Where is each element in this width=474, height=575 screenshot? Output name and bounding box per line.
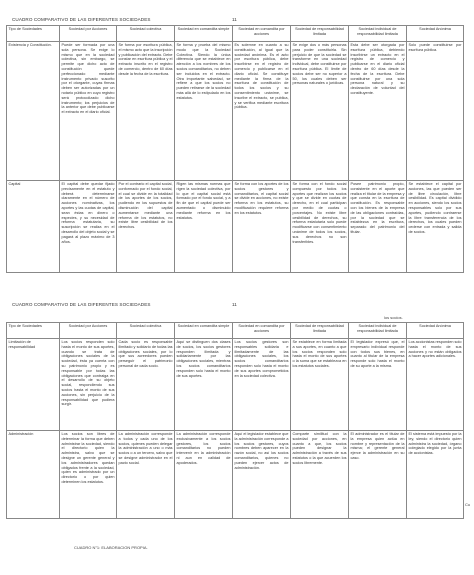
table-row [7,431,464,519]
header-cell: Tipo de Sociedades [7,26,60,42]
side-note: los socios. [384,315,403,320]
table-cell: Se exige dos o más personas para poder constituirla. Sin perjuicio de que la sociedad se transforme en una sociedad individual, debe constituirse por escritura pública. El límite de socios debe ser no superior a 50, los cuales deben ser personas naturales o jurídicas. [291,42,349,181]
header-cell: Sociedad en comandita simple [175,323,233,339]
header-cell: Sociedad Anónima [407,26,464,42]
header-cell: Sociedad individual de responsabilidad limitada [349,323,407,339]
table-cell: Rigen las mismas normas que rigen la sociedad colectiva, por lo que el capital social está formado por el fondo social, y a fin de que el capital puede ser aumentado o disminuido mediante reforma en los estatutos. [175,181,233,273]
edge-text-fragment: Cu [465,502,471,507]
table-row [7,181,464,273]
table-cell: Los accionistas responden solo hasta el monto de sus acciones y no están obligados a hacer aportes adicionales. [407,339,464,431]
table-cell: Comparte similitud con la sociedad por acciones, en cuanto a que, los socios pueden designar la administración a través de sus estatutos o la que acuerden los socios libremente. [291,431,349,519]
comparison-table-1-wrapper [6,25,464,273]
header-cell: Sociedad en comandita por acciones [233,26,291,42]
row-label: Limitación de responsabilidad [7,339,60,431]
header-cell: Sociedad colectiva [117,323,175,339]
table-cell: Los socios responden solo hasta el monto de sus aportes, cuando se trata de obligaciones sociales de la sociedad, ésta ya cuenta con su patrimonio propio y es responsable por todas las obligaciones que contraiga en el desarrollo de su objeto social, respondiendo sus socios hasta el monto de sus acciones, sin perjuicio de la responsabilidad que pudiera surgir. [60,339,117,431]
table-cell: Aquí el legislador establece que la administración corresponde a los socios gestores, cuyos nombres deben aparecer en la razón social, no así los socios comanditarios, quienes no pueden ejercer actos de administración. [233,431,291,519]
table-cell: Se forma por escritura pública, el mismo acto que la inscripción y publicación del extracto. Debe constar en escritura pública y el extracto inscrito en el registro de comercio, dentro de 60 días desde la fecha de la escritura. [117,42,175,181]
header-cell: Sociedad colectiva [117,26,175,42]
page-number-repeat: 11 [232,302,237,307]
row-label: Administración [7,431,60,519]
table-cell: Se establece en forma limitada a sus aportes, en cuanto a que los socios responden solo hasta el monto de sus aportes o la suma que se establezca en los estatutos sociales. [291,339,349,431]
table-cell: La administración corresponde a todos y cada uno de los socios, quienes pueden delegar la administración a uno o más socios o a un tercero, salvo que se designe administrador en el pacto social. [117,431,175,519]
row-label: Existencia y Constitución. [7,42,60,181]
table-cell: Es solemne en cuanto a su constitución, al igual que la sociedad anónima. Es el acto por escritura pública, debe inscribirse en el registro de comercio y publicarse en el diario oficial. Se constituye mediante la firma de la escritura de constitución de todos los socios y su consentimiento unánime, se inscribe el extracto, se publica, y se verifica mediante escritura pública. [233,42,291,181]
table-cell: Se forma con los aportes de los socios gestores y comanditarios, el capital social se divide en acciones, no existe reforma en los estatutos, su modificación requiere reforma en los estatutos. [233,181,291,273]
row-label: Capital [7,181,60,273]
table-caption: CUADRO N°1: ELABORACION PROPIA. [74,545,148,550]
table-cell: El administrador es el titular de la empresa quien actúa en nombre y representación de la misma; el gerente general ejerce la administración en su caso. [349,431,407,519]
document-title: CUADRO COMPARATIVO DE LAS DIFERENTES SOCIEDADES [12,17,151,22]
table-row [7,42,464,181]
table-cell: Se forma y prueba del mismo modo que la Sociedad Colectiva. Siendo la única diferencia que se establece en atención a los nombres de los socios comanditarios, no deben ser incluidos en el extracto. Otra importante salvedad, se refiere a que los socios no pueden retirarse de la sociedad más allá de lo estipulado en los estatutos. [175,42,233,181]
header-cell: Tipo de Sociedades [7,323,60,339]
table-row [7,339,464,431]
table-header-row [7,323,464,339]
table-cell: Solo puede constituirse por escritura pública. [407,42,464,181]
table-cell: Se forma con el fondo social compuesto por todos los aportes que realizan los socios y que se divide en cuotas de derecho, en el cual participan por medio de cuotas o porcentajes. No existe libre cesibilidad de derechos, su reforma estatutaria solo puede modificarse con consentimiento unánime de todos los socios, sus derechos no son transferibles. [291,181,349,273]
table-cell: Cada socio es responsable ilimitado y solidario de todas las obligaciones sociales, por lo que sus acreedores pueden perseguir el patrimonio personal de cada socio. [117,339,175,431]
comparison-table-2 [6,322,464,519]
header-cell: Sociedad por Acciones [60,323,117,339]
comparison-table-1 [6,25,464,273]
header-cell: Sociedad Anónima [407,323,464,339]
header-cell: Sociedad individual de responsabilidad limitada [349,26,407,42]
table-header-row [7,26,464,42]
table-cell: La administración corresponde exclusivamente a los socios gestores, los socios comanditarios no pueden intervenir en la administración ni aun en calidad de apoderados. [175,431,233,519]
table-cell: El legislador expresó que, el empresario individual responde con todos sus bienes, en cuanto al titular de la empresa responde solo hasta el monto de su aporte a la misma. [349,339,407,431]
table-cell: Los socios son libres de determinar la forma que deben administrar la sociedad, siendo el directorio quien la administra, salvo que se designe un gerente general y los administradores quedan obligados frente a la sociedad, quien es administrado por un directorio o por quien determinen los estatutos. [60,431,117,519]
header-cell: Sociedad por Acciones [60,26,117,42]
table-cell: El sistema está impuesto por la ley, siendo el directorio quien administra la sociedad, órgano colegiado elegido por la junta de accionistas. [407,431,464,519]
table-cell: Aquí se distinguen dos clases de socios, los socios gestores responden ilimitada y solidariamente por las obligaciones sociales, mientras los socios comanditarios responden solo hasta el monto de sus aportes. [175,339,233,431]
header-cell: Sociedad de responsabilidad limitada [291,323,349,339]
document-title-repeat: CUADRO COMPARATIVO DE LAS DIFERENTES SOCIEDADES [12,302,151,307]
table-cell: Los socios gestores son responsables solidaria e ilimitadamente de las obligaciones sociales, los socios comanditarios responden solo hasta el monto de sus aportes comprometidos en la sociedad colectiva. [233,339,291,431]
table-cell: Posee patrimonio propio, consistente en el aporte que realiza el titular de la empresa y que consta en la escritura de constitución. Es responsable con los bienes de la empresa de las obligaciones contraídas, por la sociedad que se establezca en la escritura, separado del patrimonio del titular. [349,181,407,273]
table-cell: Puede ser formada por una sola persona. Se exige lo mismo que en la sociedad colectiva, sin embargo, se permite que dicho acto de constitución quede perfeccionado mediante instrumento privado suscrito por el otorgante, cuyas firmas deben ser autorizadas por un notario público en cuyo registro será protocolizado dicho instrumento; los perjuicios de la anterior que debe publicarse el extracto en el diario oficial. [60,42,117,181]
table-cell: Esta debe ser otorgada por escritura pública, debiendo inscribirse un extracto en el registro de comercio y publicarse en el diario oficial dentro de 60 días desde la fecha de la escritura. Debe constituirse por una sola persona natural y su declaración de voluntad del constituyente. [349,42,407,181]
table-cell: Por el contrario el capital social, conformado por el fondo social, el cual se divide en la totalidad de los aportes de los socios, pudiendo en los supuestos de disminución del capital aumentarse mediante una reforma de los estatutos, no existe libre cesibilidad de los derechos. [117,181,175,273]
header-cell: Sociedad en comandita por acciones [233,323,291,339]
page-number: 11 [232,17,237,22]
header-cell: Sociedad en comandita simple [175,26,233,42]
table-cell: Se establece el capital por acciones, las que pueden ser de libre circulación, libre cesibilidad. Es capital dividido en acciones, siendo los socios responsables solo por sus aportes, pudiendo contraerse la libre transferencia de los derechos, los cuales pueden cederse con entrada y salida de socios. [407,181,464,273]
header-cell: Sociedad de responsabilidad limitada [291,26,349,42]
table-cell: El capital debe quedar fijado precisamente en el estatuto y deberá determinarse claramente en el número de acciones nominativas, los aportes y las cuotas de capital, sean éstas en dinero o especies, y su necesidad de reforma estatutaria, su suscripción se realiza en el desarrollo del objeto social y se pagará al plazo máximo de 3 años. [60,181,117,273]
comparison-table-2-wrapper [6,322,464,519]
